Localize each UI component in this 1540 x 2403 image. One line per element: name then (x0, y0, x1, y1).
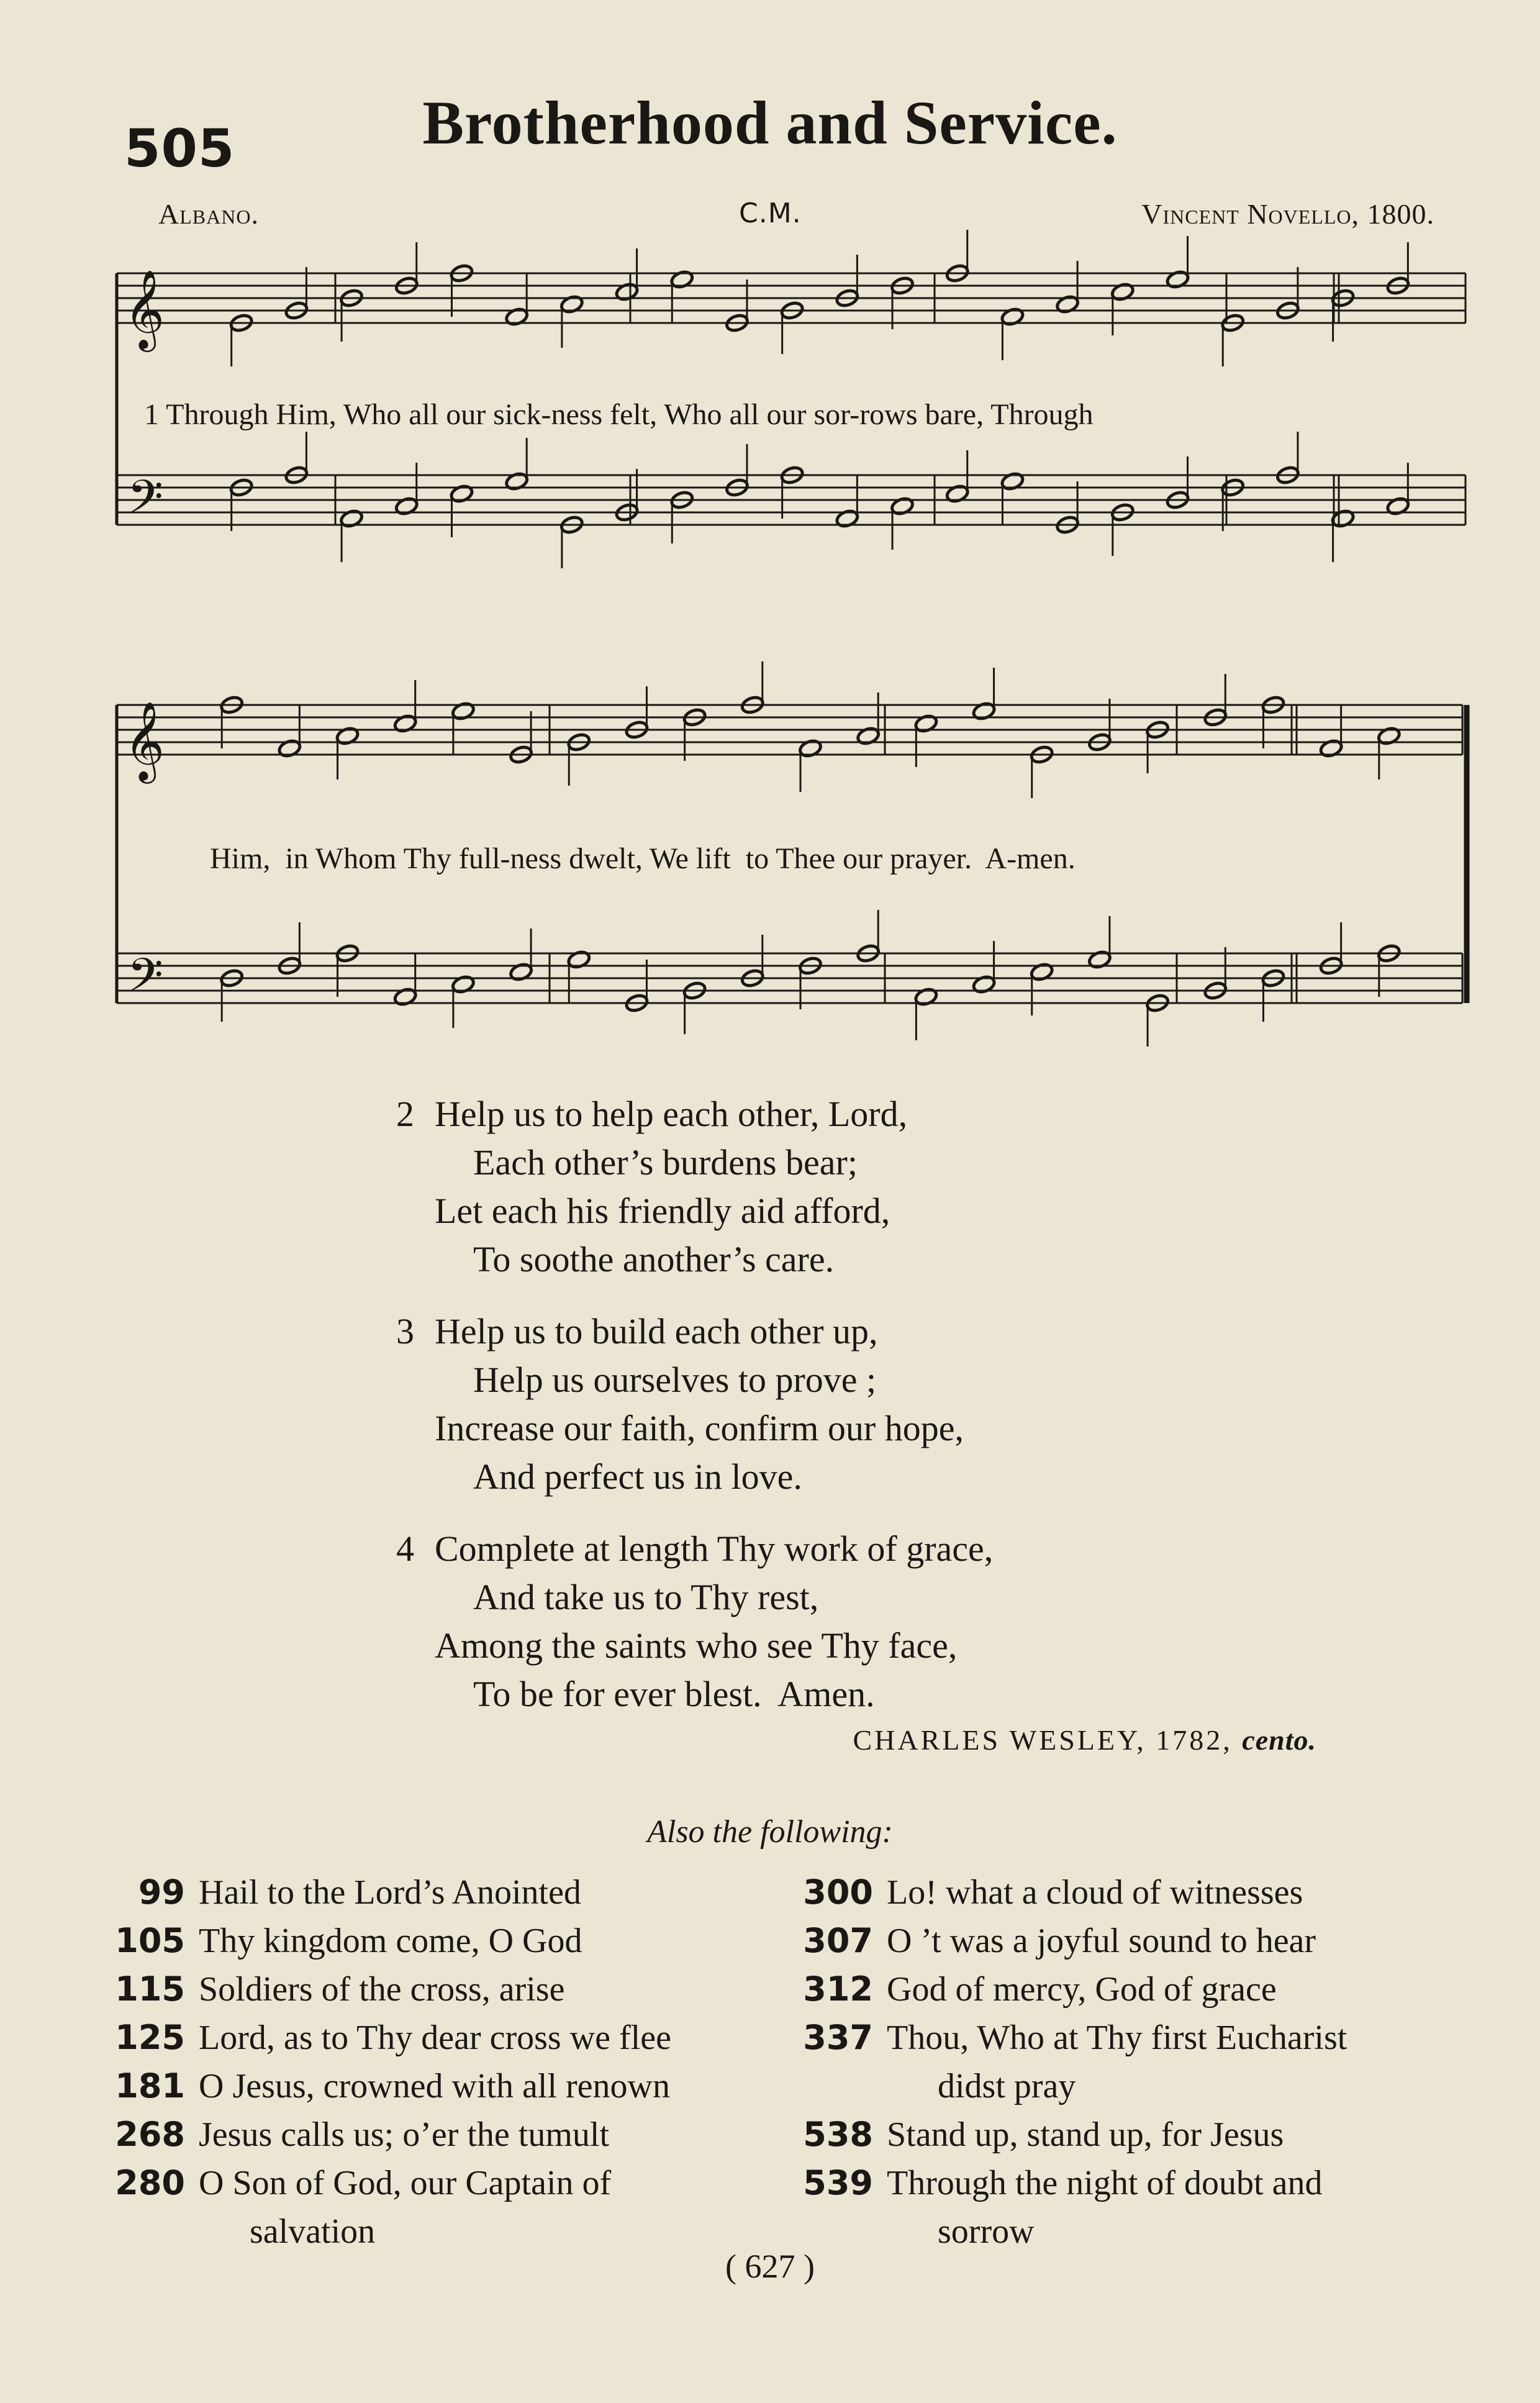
list-item (115, 2014, 671, 2062)
clef: 𝄞 (124, 269, 165, 348)
hymn-ref-number: 337 (803, 2018, 873, 2057)
hymn-ref-title: Hail to the Lord’s Anointed (199, 1873, 581, 1912)
related-hymns-right (803, 1868, 1348, 2256)
hymn-ref-continuation: didst pray (938, 2067, 1076, 2105)
stanza-line: Among the saints who see Thy face, (435, 1625, 958, 1666)
stanza-line: Increase our faith, confirm our hope, (435, 1408, 964, 1448)
clef: 𝄢 (127, 948, 163, 1014)
stanza-line: To be for ever blest. Amen. (473, 1674, 875, 1714)
hymn-ref-number: 268 (115, 2115, 185, 2154)
stanza-line: And perfect us in love. (473, 1456, 802, 1497)
tune-name: Albano. (158, 198, 259, 230)
related-hymns-left (115, 1868, 671, 2256)
lyric-line-2: Him, in Whom Thy full-ness dwelt, We lift to Thee our prayer. A-men. (210, 842, 1076, 875)
stanza-number: 3 (396, 1311, 414, 1351)
section-title: Brotherhood and Service. (422, 88, 1118, 157)
list-item (115, 2110, 671, 2159)
author: CHARLES WESLEY, 1782, (853, 1724, 1233, 1756)
hymn-ref-number: 115 (115, 1969, 185, 2009)
hymn-ref-continuation: salvation (250, 2212, 376, 2251)
list-item (803, 1917, 1347, 1965)
page-number: ( 627 ) (725, 2248, 815, 2285)
hymn-ref-title: Soldiers of the cross, arise (199, 1970, 565, 2009)
stanza-line: Complete at length Thy work of grace, (435, 1529, 994, 1569)
stanza-3 (396, 1307, 964, 1501)
hymn-ref-title: Thy kingdom come, O God (199, 1922, 582, 1960)
stanza-4 (396, 1525, 994, 1719)
clef: 𝄢 (127, 470, 163, 535)
hymn-ref-number: 125 (115, 2018, 185, 2057)
hymn-ref-title: O ’t was a joyful sound to hear (887, 1922, 1316, 1960)
hymn-ref-number: 300 (803, 1873, 873, 1912)
hymn-ref-title: O Jesus, crowned with all renown (199, 2067, 670, 2105)
lyric-line-1: 1 Through Him, Who all our sick-ness felt, Who all our sor-rows bare, Through (144, 398, 1094, 431)
hymn-ref-title: Jesus calls us; o’er the tumult (199, 2115, 610, 2154)
stanza-line: And take us to Thy rest, (473, 1577, 819, 1617)
hymn-ref-number: 539 (803, 2163, 873, 2202)
also-heading: Also the following: (647, 1814, 893, 1850)
meter: C.M. (739, 198, 802, 229)
hymn-ref-number: 105 (115, 1921, 185, 1960)
hymn-ref-title: Stand up, stand up, for Jesus (887, 2115, 1284, 2154)
stanza-2 (396, 1090, 908, 1284)
hymn-ref-number: 280 (115, 2163, 185, 2202)
hymn-ref-continuation: sorrow (938, 2212, 1035, 2251)
list-item (115, 2062, 671, 2110)
hymn-ref-number: 307 (803, 1921, 873, 1960)
stanza-line: Each other’s burdens bear; (473, 1142, 858, 1183)
hymn-ref-title: God of mercy, God of grace (887, 1970, 1277, 2009)
list-item (115, 2159, 671, 2207)
stanza-line: Help us to build each other up, (435, 1311, 878, 1351)
attribution-note: cento. (1242, 1724, 1316, 1756)
clef: 𝄞 (124, 701, 165, 780)
list-item (803, 2159, 1347, 2207)
list-item (803, 1868, 1347, 1917)
stanza-line: Help us to help each other, Lord, (435, 1094, 908, 1134)
list-item (803, 2014, 1348, 2062)
list-item (138, 1868, 671, 1917)
hymn-ref-title: Through the night of doubt and (887, 2164, 1323, 2202)
list-item (803, 2110, 1347, 2159)
hymn-number: 505 (124, 118, 235, 179)
hymn-ref-title: O Son of God, our Captain of (199, 2164, 612, 2202)
hymn-ref-number: 538 (803, 2115, 873, 2154)
stanza-line: Let each his friendly aid afford, (435, 1191, 890, 1231)
stanza-number: 2 (396, 1094, 414, 1134)
list-item (115, 1965, 671, 2014)
composer: Vincent Novello, 1800. (1141, 198, 1434, 230)
hymn-ref-number: 181 (115, 2066, 185, 2105)
hymn-ref-title: Lord, as to Thy dear cross we flee (199, 2019, 671, 2057)
hymn-ref-title: Thou, Who at Thy first Eucharist (887, 2019, 1348, 2057)
hymn-ref-number: 312 (803, 1969, 873, 2009)
list-item (115, 1917, 671, 1965)
hymn-ref-number: 99 (138, 1873, 185, 1912)
attribution (853, 1724, 1316, 1756)
stanza-line: To soothe another’s care. (473, 1239, 835, 1279)
hymn-ref-title: Lo! what a cloud of witnesses (887, 1873, 1303, 1912)
list-item (803, 1965, 1347, 2014)
stanza-line: Help us ourselves to prove ; (473, 1360, 877, 1400)
stanza-number: 4 (396, 1529, 414, 1569)
